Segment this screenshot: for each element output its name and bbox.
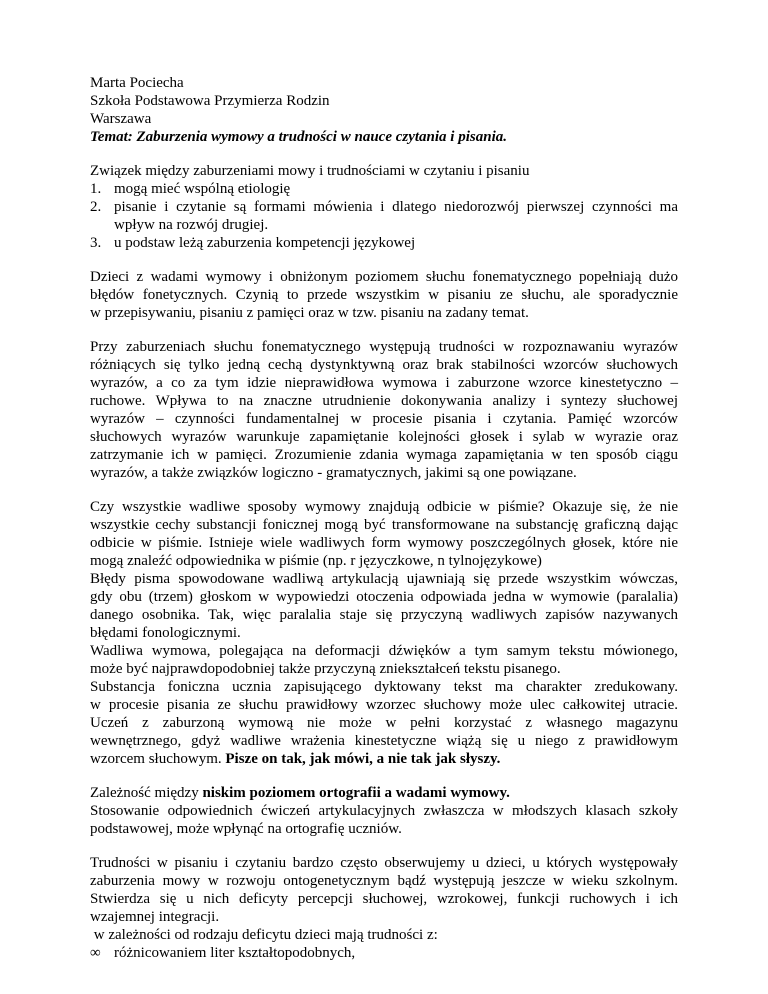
list-number: 2. — [90, 199, 102, 215]
text-line: błędów fonetycznych. Czynią to przede wszystkim w pisaniu ze słuchu, ale sporadycznie — [90, 287, 678, 303]
document-page — [90, 74, 678, 962]
text-line-with-emphasis — [90, 784, 678, 802]
list-text: pisanie i czytanie są formami mówienia i dlatego niedorozwój pierwszej czynności ma — [114, 199, 678, 215]
text-line: Dzieci z wadami wymowy i obniżonym poziomem słuchu fonematycznego popełniają dużo — [90, 269, 678, 285]
text-line-with-emphasis — [90, 750, 678, 768]
list-number: 1. — [90, 181, 102, 197]
bullet-item — [90, 944, 678, 962]
text-bold-emphasis: Pisze on tak, jak mówi, a nie tak jak słyszy. — [225, 751, 501, 767]
paragraph-4 — [90, 784, 678, 838]
text-line: wzajemnej integracji. — [90, 909, 220, 925]
text-line: w zależności od rodzaju deficytu dzieci mają trudności z: — [90, 927, 438, 943]
text-line: podstawowej, może wpłynąć na ortografię uczniów. — [90, 821, 402, 837]
text-line: Substancja foniczna ucznia zapisującego dyktowany tekst ma charakter zredukowany. — [90, 679, 678, 695]
text-line: Stosowanie odpowiednich ćwiczeń artykulacyjnych zwłaszcza w młodszych klasach szkoły — [90, 803, 678, 819]
text-line: może być najprawdopodobniej także przyczyną zniekształceń tekstu pisanego. — [90, 661, 561, 677]
text-line: wewnętrznego, gdyż wadliwe wrażenia kinestetyczne wiążą się u niego z prawidłowym — [90, 733, 678, 749]
paragraph-1 — [90, 268, 678, 322]
bullet-text: różnicowaniem liter kształtopodobnych, — [114, 945, 356, 961]
infinity-bullet-icon: ∞ — [90, 945, 101, 961]
text-line: w przepisywaniu, pisaniu z pamięci oraz w tzw. pisaniu na zadany temat. — [90, 305, 529, 321]
school-name: Szkoła Podstawowa Przymierza Rodzin — [90, 93, 330, 109]
paragraph-5 — [90, 854, 678, 962]
text-line: słuchowych wyrazów warunkuje zapamiętanie kolejności głosek i sylab w wyrazie oraz — [90, 429, 678, 445]
text-line: zaburzenia mowy w rozwoju ontogenetycznym bądź występują jeszcze w wieku szkolnym. — [90, 873, 678, 889]
text-line: wyrazów, a także związków logiczno - gramatycznych, jakimi są one powiązane. — [90, 465, 577, 481]
section1 — [90, 162, 678, 252]
text-line: odbicie w piśmie. Istnieje wiele wadliwych form wymowy poszczególnych głosek, które nie — [90, 535, 678, 551]
list-text: u podstaw leżą zaburzenia kompetencji językowej — [114, 235, 416, 251]
text-line: zatrzymanie ich w pamięci. Zrozumienie zdania wymaga zapamiętania w ten sposób ciągu — [90, 447, 678, 463]
text-line: wyrazów, a co za tym idzie nieprawidłowa wymowa i zaburzone wzorce kinestetyczno – — [90, 375, 678, 391]
text-line: w procesie pisania ze słuchu prawidłowy wzorzec słuchowy może ulec całkowitej utracie. — [90, 697, 678, 713]
text-line: Trudności w pisaniu i czytaniu bardzo często obserwujemy u dzieci, u których występowały — [90, 855, 678, 871]
text-line: danego osobnika. Tak, więc paralalia staje się przyczyną wadliwych zapisów nazywanych — [90, 607, 678, 623]
text-line: Czy wszystkie wadliwe sposoby wymowy znajdują odbicie w piśmie? Okazuje się, że nie — [90, 499, 678, 515]
list-text-continuation: wpływ na rozwój drugiej. — [114, 217, 269, 233]
list-item — [90, 180, 678, 198]
text-normal: Zależność między — [90, 785, 203, 801]
text-line: Błędy pisma spowodowane wadliwą artykulacją ujawniają się przede wszystkim wówczas, — [90, 571, 678, 587]
header-block — [90, 74, 678, 146]
paragraph-3 — [90, 498, 678, 768]
text-line: mogą znaleźć odpowiednika w piśmie (np. r języczkowe, n tylnojęzykowe) — [90, 553, 542, 569]
list-text: mogą mieć wspólną etiologię — [114, 181, 291, 197]
text-bold-emphasis: niskim poziomem ortografii a wadami wymowy. — [202, 785, 510, 801]
text-line: wyrazów – czynności fundamentalnej w procesie pisania i czytania. Pamięć wzorców — [90, 411, 678, 427]
text-line: gdy obu (trzem) głoskom w wypowiedzi otoczenia odpowiada jedna w wymowie (paralalia) — [90, 589, 678, 605]
text-line: błędami fonologicznymi. — [90, 625, 241, 641]
text-line: Przy zaburzeniach słuchu fonematycznego występują trudności w rozpoznawaniu wyrazów — [90, 339, 678, 355]
text-line: różniących się tylko jedną cechą dystynktywną oraz brak stabilności wzorców słuchowych — [90, 357, 678, 373]
paragraph-2 — [90, 338, 678, 482]
text-line: Stwierdza się u nich deficyty percepcji słuchowej, wzrokowej, funkcji ruchowych i ich — [90, 891, 678, 907]
list-number: 3. — [90, 235, 102, 251]
city-name: Warszawa — [90, 111, 152, 127]
author-name: Marta Pociecha — [90, 75, 184, 91]
list-item — [90, 198, 678, 216]
list-item — [90, 234, 678, 252]
topic-title: Temat: Zaburzenia wymowy a trudności w nauce czytania i pisania. — [90, 129, 507, 145]
text-line: ruchowe. Wpływa to na znaczne utrudnienie dokonywania analizy i syntezy słuchowej — [90, 393, 678, 409]
text-line: Uczeń z zaburzoną wymową nie może w pełni korzystać z własnego magazynu — [90, 715, 678, 731]
section1-intro: Związek między zaburzeniami mowy i trudnościami w czytaniu i pisaniu — [90, 163, 530, 179]
text-line: Wadliwa wymowa, polegająca na deformacji dźwięków a tym samym tekstu mówionego, — [90, 643, 678, 659]
text-normal: wzorcem słuchowym. — [90, 751, 226, 767]
text-line: wszystkie cechy substancji fonicznej mogą być transformowane na substancję graficzną dając — [90, 517, 678, 533]
